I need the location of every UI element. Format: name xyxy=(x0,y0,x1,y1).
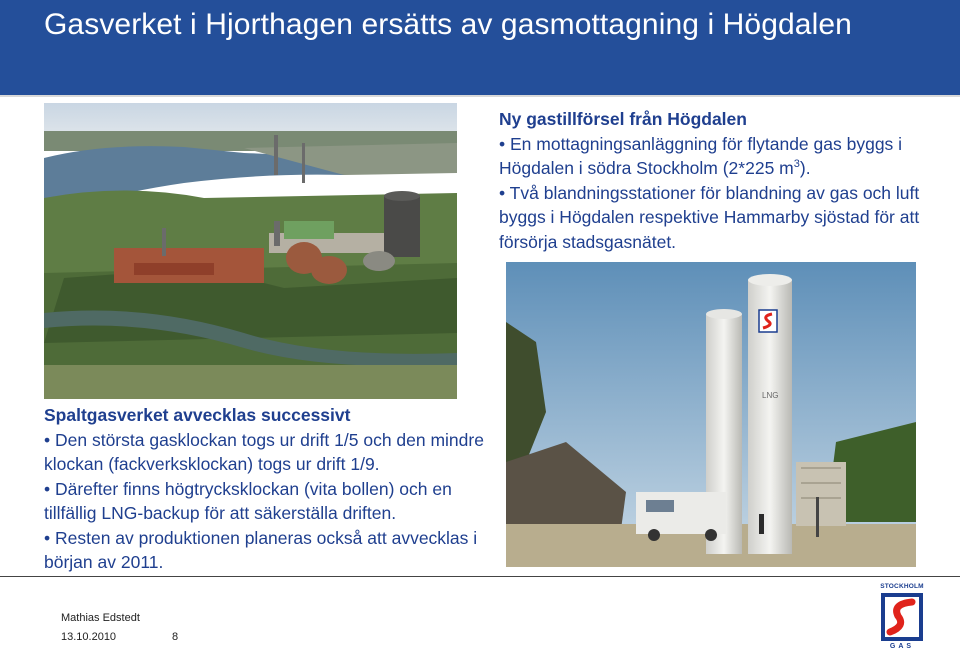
footer-author: Mathias Edstedt xyxy=(61,612,140,624)
bullet-item: • Resten av produktionen planeras också att avvecklas i början av 2011. xyxy=(44,527,478,572)
decommissioning-section xyxy=(44,403,494,575)
bullet-item: • Därefter finns högtrycksklockan (vita bollen) och en tillfällig LNG-backup för att säkerställa driften. xyxy=(44,478,452,523)
title-bar xyxy=(0,0,960,95)
bullet-item xyxy=(499,132,939,181)
section-heading: Spaltgasverket avvecklas successivt xyxy=(44,405,351,425)
bullet-text: • En mottagningsanläggning för flytande gas byggs i Högdalen i södra Stockholm (2*225 m xyxy=(499,133,903,178)
tank-label: LNG xyxy=(762,391,779,400)
slide-title: Gasverket i Hjorthagen ersätts av gasmottagning i Högdalen xyxy=(44,8,852,41)
bullet-item: • Den största gasklockan togs ur drift 1/5 och den mindre klockan (fackverksklockan) togs ur drift 1/9. xyxy=(44,429,484,474)
bullet-text-end: ). xyxy=(799,158,811,178)
footer-divider xyxy=(0,576,960,577)
lng-storage-tanks-photo xyxy=(506,262,916,567)
logo-top-text: STOCKHOLM xyxy=(880,583,924,590)
title-divider xyxy=(0,95,960,97)
footer-date: 13.10.2010 xyxy=(61,631,117,643)
stockholm-gas-logo xyxy=(876,583,928,653)
logo-emblem-icon xyxy=(880,592,924,642)
bullet-item: • Två blandningsstationer för blandning av gas och luft byggs i Högdalen respektive Hammarby sjöstad för att försörja stadsgasnätet. xyxy=(499,182,920,252)
logo-bottom-text: GAS xyxy=(889,643,915,650)
section-heading: Ny gastillförsel från Högdalen xyxy=(499,109,747,129)
superscript: 3 xyxy=(793,158,800,171)
page-number: 8 xyxy=(172,631,179,643)
aerial-gasworks-photo xyxy=(44,103,457,399)
new-gas-supply-section xyxy=(499,107,939,254)
